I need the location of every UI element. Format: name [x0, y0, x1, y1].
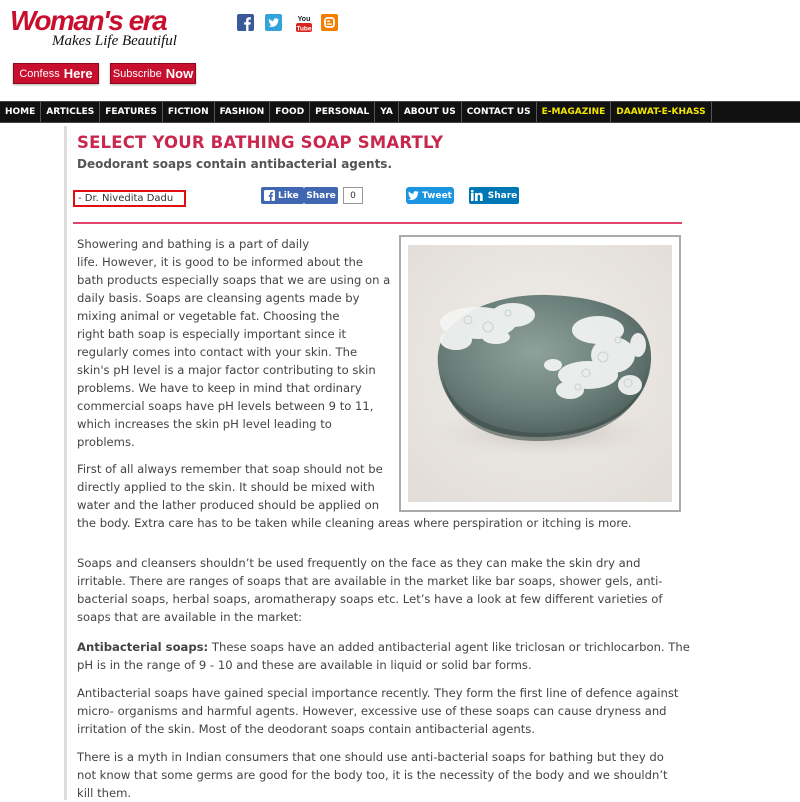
article-line: life. However, it is good to be informed about the — [77, 255, 364, 269]
article-line: regularly comes into contact with your skin. The — [77, 345, 358, 359]
article-line: commercial soaps have pH levels between 9 to 11, — [77, 399, 374, 413]
article-title: SELECT YOUR BATHING SOAP SMARTLY — [77, 133, 444, 152]
facebook-like-label: Like — [278, 190, 299, 201]
antibacterial-heading: Antibacterial soaps: — [77, 640, 209, 654]
article-line: right bath soap is especially important since it — [77, 327, 347, 341]
soap-bar-image — [408, 245, 672, 502]
logo-text: Woman's era — [10, 5, 167, 36]
confess-label-bold: Here — [63, 66, 93, 81]
facebook-like-button[interactable] — [261, 187, 304, 204]
article-line: mixing animal or vegetable fat. Choosing the — [77, 309, 340, 323]
svg-text:You: You — [297, 16, 311, 23]
article-line: soaps that are available in the market: — [77, 610, 303, 624]
article-line: Antibacterial soaps have gained special importance recently. They form the first line of defence against — [77, 686, 679, 700]
article-line: directly applied to the skin. It should be mixed with — [77, 480, 375, 494]
article-author[interactable]: - Dr. Nivedita Dadu — [73, 190, 186, 207]
nav-item-ya[interactable]: YA — [375, 102, 399, 122]
facebook-share-button[interactable]: Share — [304, 187, 338, 204]
article-line: which increases the skin pH level leading to — [77, 417, 332, 431]
main-nav — [0, 101, 800, 123]
article-line: problems. — [77, 435, 135, 449]
article-line: daily basis. Soaps are cleansing agents made by — [77, 291, 360, 305]
article-line: pH is in the range of 9 - 10 and these are available in liquid or solid bar forms. — [77, 658, 532, 672]
article-line: water and the lather produced should be applied on — [77, 498, 380, 512]
site-logo[interactable] — [10, 6, 166, 36]
article-line: micro- organisms and harmful agents. However, excessive use of these soaps can cause dryness and — [77, 704, 667, 718]
confess-here-button[interactable] — [13, 63, 99, 84]
article-line: irritation of the skin. Most of the deodorant soaps contain antibacterial agents. — [77, 722, 536, 736]
nav-item-personal[interactable]: PERSONAL — [310, 102, 375, 122]
article-line: not know that some germs are good for the body too, it is the necessity of the body and we shouldn’t — [77, 768, 668, 782]
nav-item-fiction[interactable]: FICTION — [163, 102, 215, 122]
linkedin-icon — [471, 190, 484, 201]
article-line: irritable. There are ranges of soaps that are available in the market like bar soaps, shower gels, anti- — [77, 574, 663, 588]
logo-tagline: Makes Life Beautiful — [52, 33, 177, 49]
confess-label: Confess — [19, 67, 60, 80]
title-divider — [73, 222, 682, 224]
nav-item-fashion[interactable]: FASHION — [215, 102, 271, 122]
nav-item-contact-us[interactable]: CONTACT US — [462, 102, 537, 122]
article-line: Soaps and cleansers shouldn’t be used frequently on the face as they can make the skin dry and — [77, 556, 641, 570]
tweet-label: Tweet — [422, 190, 452, 201]
article-line — [77, 638, 690, 656]
content-left-border — [64, 126, 67, 800]
facebook-icon[interactable] — [237, 14, 254, 31]
nav-item-daawat-e-khass[interactable]: DAAWAT-E-KHASS — [611, 102, 711, 122]
article-line: There is a myth in Indian consumers that one should use anti-bacterial soaps for bathing but they do — [77, 750, 664, 764]
twitter-icon[interactable] — [265, 14, 282, 31]
nav-item-food[interactable]: FOOD — [270, 102, 310, 122]
article-subtitle: Deodorant soaps contain antibacterial agents. — [77, 157, 393, 171]
youtube-icon[interactable] — [294, 13, 314, 33]
nav-item-about-us[interactable]: ABOUT US — [399, 102, 462, 122]
article-line: bath products especially soaps that we are using on a — [77, 273, 391, 287]
article-line: kill them. — [77, 786, 132, 800]
blogger-icon[interactable] — [321, 14, 338, 31]
article-line: Showering and bathing is a part of daily — [77, 237, 310, 251]
facebook-icon — [264, 190, 275, 201]
twitter-bird-icon — [408, 191, 419, 200]
subscribe-label: Subscribe — [112, 67, 162, 80]
nav-item-e-magazine[interactable]: E-MAGAZINE — [537, 102, 612, 122]
article-line: problems. We have to keep in mind that ordinary — [77, 381, 362, 395]
nav-item-home[interactable]: HOME — [0, 102, 41, 122]
linkedin-share-button[interactable] — [469, 187, 519, 204]
article-line: skin's pH level is a major factor contributing to skin — [77, 363, 376, 377]
nav-item-features[interactable]: FEATURES — [100, 102, 163, 122]
nav-item-articles[interactable]: ARTICLES — [41, 102, 100, 122]
soap-image-frame — [399, 235, 681, 512]
tweet-button[interactable] — [406, 187, 454, 204]
subscribe-label-bold: Now — [165, 66, 194, 81]
article-line-text: These soaps have an added antibacterial agent like triclosan or trichlocarbon. The — [211, 640, 690, 654]
article-line: First of all always remember that soap should not be — [77, 462, 383, 476]
linkedin-share-label: Share — [487, 190, 518, 201]
svg-text:Tube: Tube — [296, 25, 312, 33]
article-line: the body. Extra care has to be taken while cleaning areas where perspiration or itching is more. — [77, 516, 632, 530]
facebook-share-count: 0 — [343, 187, 363, 204]
article-line: bacterial soaps, herbal soaps, aromatherapy soaps etc. Let’s have a look at few different varieties of — [77, 592, 663, 606]
subscribe-now-button[interactable] — [110, 63, 196, 84]
